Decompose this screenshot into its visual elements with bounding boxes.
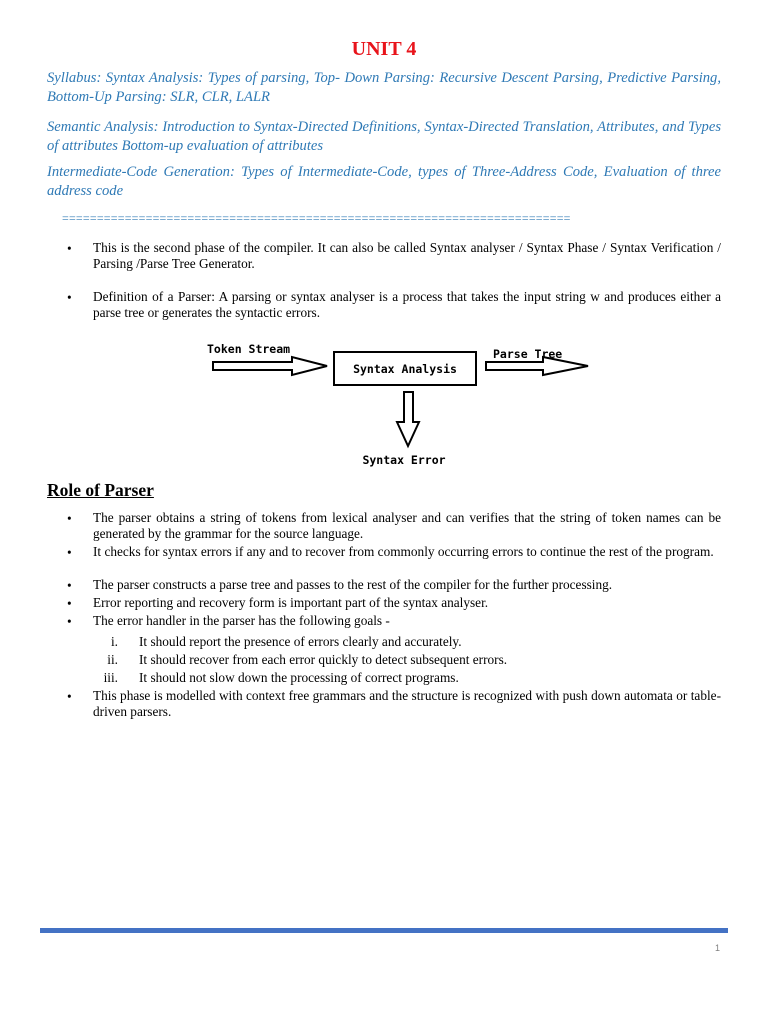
input-arrow [213, 357, 327, 375]
bullet-marker: • [67, 511, 72, 526]
role-bullet-text: The parser obtains a string of tokens from lexical analyser and can verifies that the string of token names can be generated by the grammar for the source language. [93, 510, 721, 541]
goal-number: iii. [103, 670, 118, 685]
bullet-marker: • [67, 290, 72, 305]
bullet-marker: • [67, 614, 72, 629]
parse-tree-label: Parse Tree [493, 347, 563, 361]
syllabus-topics: Syllabus: Syntax Analysis: Types of parsing, Top- Down Parsing: Recursive Descent Parsing, Predictive Parsing, Bottom-Up Parsing: SLR, CLR, LALR [47, 70, 721, 105]
intermediate-code-topics: Intermediate-Code Generation: Types of Intermediate-Code, types of Three-Address Code, Evaluation of three address code [47, 164, 721, 199]
role-bullet-text: The parser constructs a parse tree and passes to the rest of the compiler for the further processing. [93, 577, 613, 592]
semantic-analysis-topics: Semantic Analysis: Introduction to Syntax-Directed Definitions, Syntax-Directed Translation, Attributes, and Types of attributes Bottom-up evaluation of attributes [47, 119, 721, 154]
bullet-marker: • [67, 578, 72, 593]
bullet-marker: • [67, 241, 72, 256]
syntax-analysis-diagram [0, 330, 768, 480]
role-bullet-text: Error reporting and recovery form is important part of the syntax analyser. [93, 595, 489, 610]
token-stream-label: Token Stream [207, 342, 291, 356]
goal-number: ii. [107, 652, 118, 667]
role-bullet-text: The error handler in the parser has the following goals - [93, 613, 390, 628]
unit-title: UNIT 4 [351, 38, 417, 60]
error-arrow [397, 392, 419, 446]
syntax-analysis-label: Syntax Analysis [353, 362, 457, 376]
separator-line: ========================================================================= [62, 211, 571, 225]
goal-text: It should recover from each error quickly to detect subsequent errors. [139, 652, 508, 667]
goal-number: i. [110, 634, 118, 649]
role-bullet-text: This phase is modelled with context free grammars and the structure is recognized with push down automata or table-driven parsers. [93, 688, 721, 719]
bullet-marker: • [67, 689, 72, 704]
intro-bullet-text: Definition of a Parser: A parsing or syntax analyser is a process that takes the input string w and produces either a parse tree or generates the syntactic errors. [93, 289, 721, 320]
intro-bullet-text: This is the second phase of the compiler. It can also be called Syntax analyser / Syntax Phase / Syntax Verification / Parsing /Parse Tree Generator. [93, 240, 721, 271]
goal-text: It should not slow down the processing of correct programs. [139, 670, 459, 685]
page-number: 1 [714, 943, 720, 953]
bullet-marker: • [67, 545, 72, 560]
bullet-marker: • [67, 596, 72, 611]
syntax-error-label: Syntax Error [362, 453, 446, 467]
role-bullet-text: It checks for syntax errors if any and to recover from commonly occurring errors to continue the rest of the program. [93, 544, 714, 559]
role-of-parser-heading: Role of Parser [47, 480, 154, 500]
goal-text: It should report the presence of errors clearly and accurately. [139, 634, 462, 649]
footer-rule [40, 928, 728, 933]
